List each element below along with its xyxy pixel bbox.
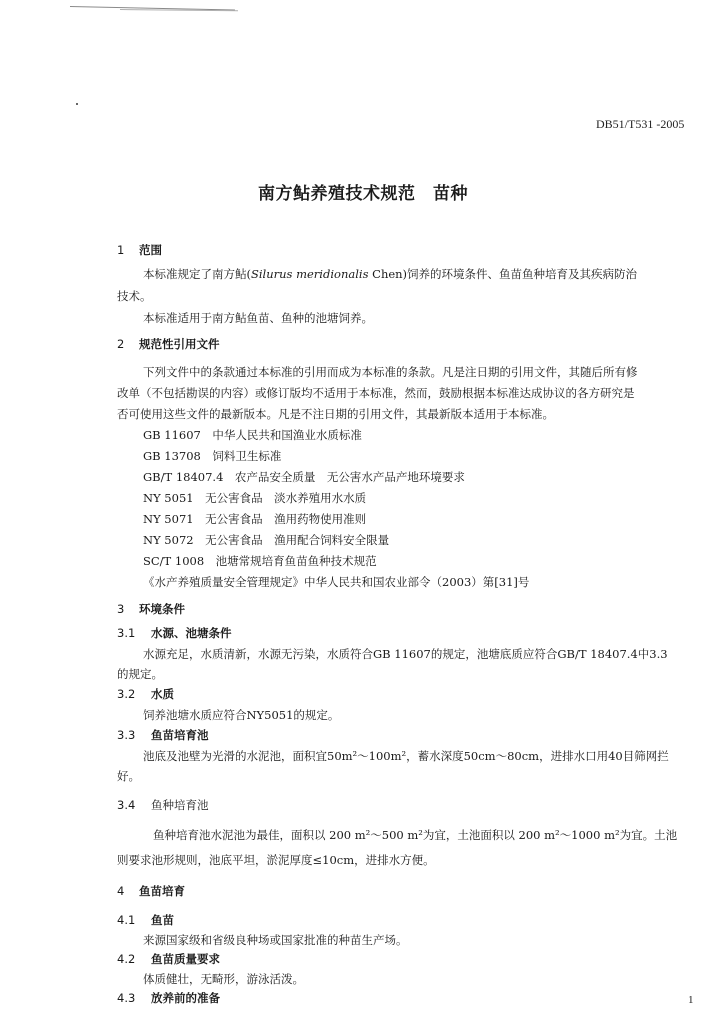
section-3-heading [117, 601, 185, 617]
section-title: 鱼苗培育 [139, 884, 185, 898]
section-2-paragraph-line: 改单（不包括勘误的内容）或修订版均不适用于本标准，然而，鼓励根据本标准达成协议的各方研究是 [117, 386, 635, 400]
section-2-paragraph-line: 否可使用这些文件的最新版本。凡是不注日期的引用文件，其最新版本适用于本标准。 [117, 407, 554, 421]
reference-item: GB 13708 饲料卫生标准 [143, 449, 282, 463]
subsection-3-3-text: 好。 [117, 769, 140, 783]
subsection-3-4-heading [117, 797, 209, 813]
document-code: DB51/T531 -2005 [596, 117, 685, 131]
scan-artifact-dot [76, 103, 78, 105]
section-1-paragraph-1 [143, 265, 637, 284]
section-number: 1 [117, 243, 125, 257]
subsection-title: 鱼苗 [151, 913, 174, 927]
subsection-title: 鱼苗质量要求 [151, 952, 220, 966]
latin-name: Silurus meridionalis [251, 267, 369, 281]
subsection-3-1-text: 的规定。 [117, 667, 163, 681]
section-number: 3 [117, 602, 125, 616]
subsection-title: 鱼种培育池 [151, 798, 209, 812]
subsection-4-2-text: 体质健壮，无畸形，游泳活泼。 [143, 972, 304, 986]
subsection-number: 4.1 [117, 913, 136, 927]
document-title: 南方鲇养殖技术规范 苗种 [258, 184, 468, 204]
subsection-number: 3.1 [117, 626, 136, 640]
section-4-heading [117, 883, 185, 899]
reference-item: NY 5071 无公害食品 渔用药物使用准则 [143, 512, 367, 526]
section-number: 2 [117, 337, 125, 351]
subsection-title: 水源、池塘条件 [151, 626, 232, 640]
subsection-number: 3.4 [117, 798, 136, 812]
subsection-3-2-heading [117, 686, 174, 702]
subsection-3-1-text: 水源充足，水质清新，水源无污染，水质符合GB 11607的规定，池塘底质应符合GB/T 18407.4中3.3 [143, 647, 668, 661]
text-run: Chen)饲养的环境条件、鱼苗鱼种培育及其疾病防治 [368, 267, 638, 281]
subsection-title: 鱼苗培育池 [151, 728, 209, 742]
subsection-number: 4.3 [117, 991, 136, 1005]
scan-artifact-line [120, 9, 238, 11]
subsection-number: 3.3 [117, 728, 136, 742]
reference-item: NY 5072 无公害食品 渔用配合饲料安全限量 [143, 533, 390, 547]
section-title: 环境条件 [139, 602, 185, 616]
subsection-3-1-heading [117, 625, 232, 641]
page-number: 1 [688, 994, 694, 1006]
subsection-title: 放养前的准备 [151, 991, 220, 1005]
section-2-heading [117, 336, 220, 352]
reference-item: NY 5051 无公害食品 淡水养殖用水水质 [143, 491, 367, 505]
subsection-number: 4.2 [117, 952, 136, 966]
subsection-number: 3.2 [117, 687, 136, 701]
subsection-4-1-heading [117, 912, 174, 928]
reference-item: GB 11607 中华人民共和国渔业水质标准 [143, 428, 362, 442]
subsection-3-3-heading [117, 727, 209, 743]
section-1-paragraph-2: 本标准适用于南方鲇鱼苗、鱼种的池塘饲养。 [143, 311, 373, 325]
subsection-title: 水质 [151, 687, 174, 701]
subsection-3-3-text: 池底及池壁为光滑的水泥池，面积宜50m²～100m²，蓄水深度50cm～80cm，进排水口用40目筛网拦 [143, 749, 669, 763]
subsection-3-4-text: 鱼种培育池水泥池为最佳，面积以 200 m²～500 m²为宜，土池面积以 200 m²～1000 m²为宜。土池 [153, 828, 678, 842]
subsection-4-2-heading [117, 951, 220, 967]
section-number: 4 [117, 884, 125, 898]
section-title: 规范性引用文件 [139, 337, 220, 351]
section-1-heading [117, 242, 162, 258]
subsection-3-2-text: 饲养池塘水质应符合NY5051的规定。 [143, 708, 340, 722]
section-1-paragraph-1-cont: 技术。 [117, 289, 152, 303]
subsection-4-3-heading [117, 990, 220, 1006]
reference-item: GB/T 18407.4 农产品安全质量 无公害水产品产地环境要求 [143, 470, 465, 484]
subsection-3-4-text: 则要求池形规则，池底平坦，淤泥厚度≤10cm，进排水方便。 [117, 853, 435, 867]
text-run: 本标准规定了南方鲇( [143, 267, 251, 281]
section-2-paragraph-line: 下列文件中的条款通过本标准的引用而成为本标准的条款。凡是注日期的引用文件，其随后所有修 [143, 365, 638, 379]
reference-item: 《水产养殖质量安全管理规定》中华人民共和国农业部令（2003）第[31]号 [143, 575, 530, 589]
subsection-4-1-text: 来源国家级和省级良种场或国家批准的种苗生产场。 [143, 933, 408, 947]
section-title: 范围 [139, 243, 162, 257]
reference-item: SC/T 1008 池塘常规培育鱼苗鱼种技术规范 [143, 554, 377, 568]
